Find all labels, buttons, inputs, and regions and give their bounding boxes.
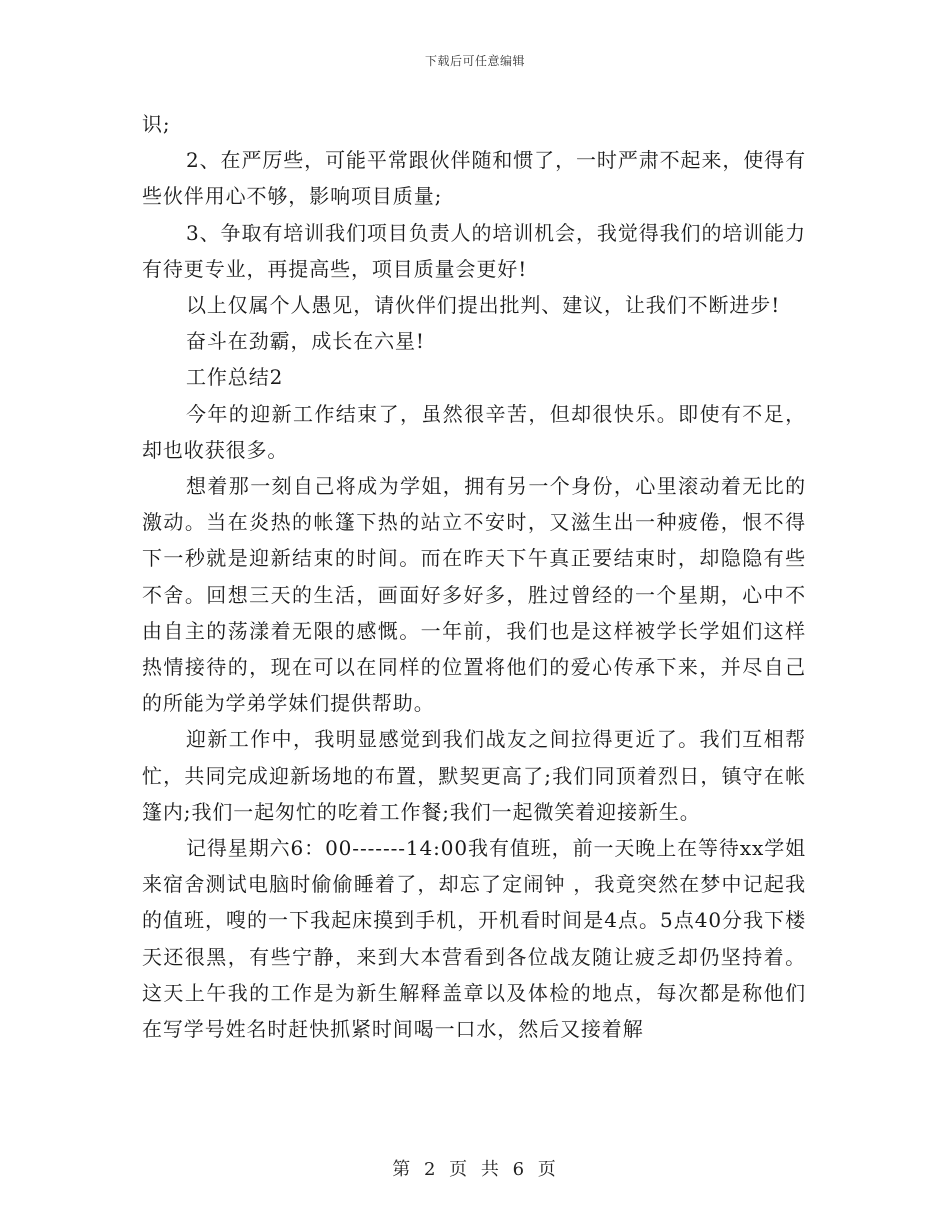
paragraph: 迎新工作中，我明显感觉到我们战友之间拉得更近了。我们互相帮忙，共同完成迎新场地的布置，默契更高了;我们同顶着烈日，镇守在帐篷内;我们一起匆忙的吃着工作餐;我们一起微笑着迎接新生。 xyxy=(142,727,806,824)
footer-gong: 共 xyxy=(480,1159,501,1180)
paragraph: 3、争取有培训我们项目负责人的培训机会，我觉得我们的培训能力有待更专业，再提高些，项目质量会更好! xyxy=(142,220,806,281)
page-header: 下载后可任意编辑 xyxy=(424,54,525,68)
section-heading: 工作总结2 xyxy=(186,365,284,390)
footer-di: 第 xyxy=(392,1159,413,1180)
page-footer xyxy=(0,1155,950,1181)
paragraph: 识; xyxy=(142,112,171,136)
document-body xyxy=(142,106,806,1047)
paragraph: 记得星期六6：00-------14:00我有值班，前一天晚上在等待xx学姐来宿舍测试电脑时偷偷睡着了，却忘了定闹钟 ，我竟突然在梦中记起我的值班，嗖的一下我起床摸到手机，开机看时间是4点。5点40分我下楼天还很黑，有些宁静，来到大本营看到各位战友随让疲乏却仍坚持着。这天上午我的工作是为新生解释盖章以及体检的地点，每次都是称他们在写学号姓名时赶快抓紧时间喝一口水，然后又接着解 xyxy=(142,836,806,1042)
current-page-number: 2 xyxy=(423,1159,438,1180)
total-page-number: 6 xyxy=(512,1159,527,1180)
paragraph: 2、在严厉些，可能平常跟伙伴随和惯了，一时严肃不起来，使得有些伙伴用心不够，影响项目质量; xyxy=(142,148,806,209)
paragraph: 想着那一刻自己将成为学姐，拥有另一个身份，心里滚动着无比的激动。当在炎热的帐篷下热的站立不安时，又滋生出一种疲倦，恨不得下一秒就是迎新结束的时间。而在昨天下午真正要结束时，却隐隐有些不舍。回想三天的生活，画面好多好多，胜过曾经的一个星期，心中不由自主的荡漾着无限的感慨。一年前，我们也是这样被学长学姐们这样热情接待的，现在可以在同样的位置将他们的爱心传承下来，并尽自己的所能为学弟学妹们提供帮助。 xyxy=(142,474,806,716)
footer-ye: 页 xyxy=(449,1159,470,1180)
paragraph: 奋斗在劲霸，成长在六星! xyxy=(186,329,425,354)
paragraph: 以上仅属个人愚见，请伙伴们提出批判、建议，让我们不断进步! xyxy=(186,293,781,318)
paragraph: 今年的迎新工作结束了，虽然很辛苦，但却很快乐。即使有不足，却也收获很多。 xyxy=(142,401,806,462)
footer-ye: 页 xyxy=(537,1159,558,1180)
